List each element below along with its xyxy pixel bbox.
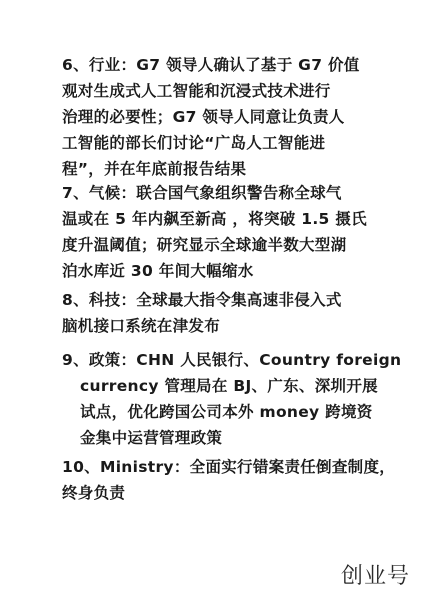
text-line: 8、科技：全球最大指令集高速非侵入式 — [62, 291, 342, 309]
news-item-6 — [62, 52, 380, 182]
text-line: 泊水库近 30 年间大幅缩水 — [62, 262, 254, 280]
text-line: 6、行业：G7 领导人确认了基于 G7 价值 — [62, 56, 360, 74]
text-line: 9、政策：CHN 人民银行、Country foreign — [62, 351, 402, 369]
text-line: 金集中运营管理政策 — [80, 429, 223, 447]
text-line: 工智能的部长们讨论“广岛人工智能进 — [62, 134, 326, 152]
watermark: 创业号 — [340, 564, 410, 589]
text-line: currency 管理局在 BJ、广东、深圳开展 — [80, 377, 378, 395]
text-line: 7、气候：联合国气象组织警告称全球气 — [62, 184, 342, 202]
news-item-9 — [62, 347, 402, 451]
text-line: 度升温阈值；研究显示全球逾半数大型湖 — [62, 236, 347, 254]
text-line: 温或在 5 年内飙至新高 ，将突破 1.5 摄氏 — [62, 210, 367, 228]
news-item-8 — [62, 287, 380, 339]
news-item-7 — [62, 180, 380, 284]
text-line: 终身负责 — [62, 484, 126, 502]
text-line: 治理的必要性；G7 领导人同意让负责人 — [62, 108, 345, 126]
news-item-10 — [62, 454, 396, 506]
text-line: 10、Ministry：全面实行错案责任倒查制度， — [62, 458, 396, 476]
text-line: 观对生成式人工智能和沉浸式技术进行 — [62, 82, 331, 100]
text-line: 脑机接口系统在津发布 — [62, 317, 221, 335]
text-line: 试点，优化跨国公司本外 money 跨境资 — [80, 403, 373, 421]
text-line: 程”，并在年底前报告结果 — [62, 160, 247, 178]
